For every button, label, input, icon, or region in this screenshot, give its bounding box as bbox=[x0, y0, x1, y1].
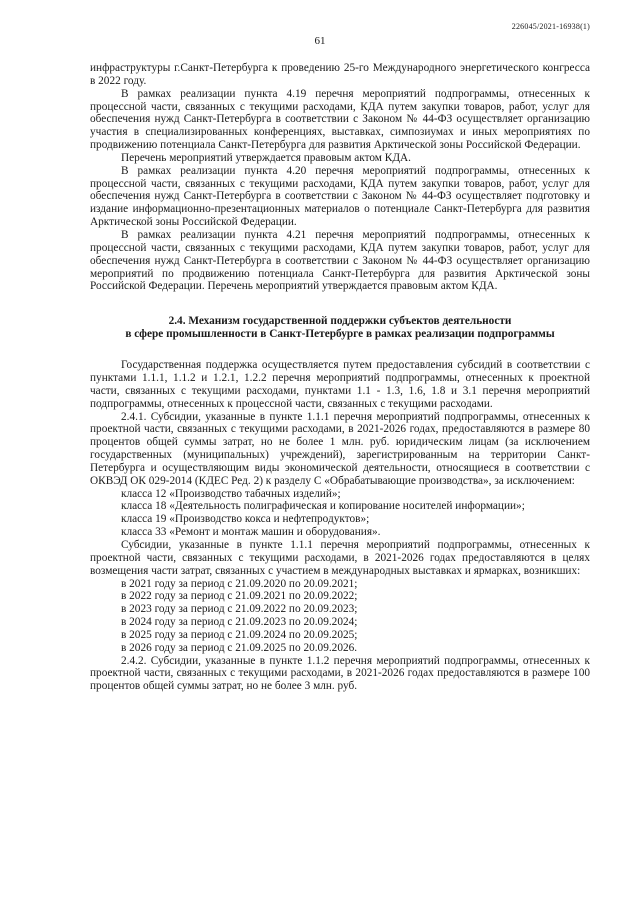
paragraph: инфраструктуры г.Санкт-Петербурга к проведению 25-го Международного энергетического конгресса в 2022 году. bbox=[90, 62, 590, 87]
page-number: 61 bbox=[314, 35, 326, 47]
document-id: 226045/2021-16938(1) bbox=[511, 22, 590, 31]
section-heading-line: в сфере промышленности в Санкт-Петербурге в рамках реализации подпрограммы bbox=[125, 328, 555, 341]
paragraph: В рамках реализации пункта 4.20 перечня мероприятий подпрограммы, отнесенных к процессной части, связанных с текущими расходами, КДА путем закупки товаров, работ, услуг для обеспечения нужд Санкт-Петербурга в соответствии с Законом № 44-ФЗ осуществляет подготовку и издание информационно-презентационных материалов о потенциале Санкт-Петербурга для развития Арктической зоны Российской Федерации. bbox=[90, 164, 590, 229]
list-item: в 2026 году за период с 21.09.2025 по 20.09.2026. bbox=[121, 641, 358, 654]
document-body bbox=[90, 62, 590, 693]
section-heading-line: 2.4. Механизм государственной поддержки субъектов деятельности bbox=[168, 315, 512, 328]
paragraph: Государственная поддержка осуществляется путем предоставления субсидий в соответствии с пунктами 1.1.1, 1.1.2 и 1.2.1, 1.2.2 перечня мероприятий подпрограммы, отнесенных к проектной части, связанных с текущими расходами, пунктами 1.1 - 1.3, 1.6, 1.8 и 3.1 перечня мероприятий подпрограммы, отнесенных к процессной части, связанных с текущими расходами. bbox=[90, 359, 590, 410]
paragraph: 2.4.1. Субсидии, указанные в пункте 1.1.1 перечня мероприятий подпрограммы, отнесенных к проектной части, связанных с текущими расходами, в 2021-2026 годах, предоставляются в размере 80 процентов общей суммы затрат, но не более 1 млн. руб. юридическим лицам (за исключением государственных (муниципальных) учреждений), зарегистрированным на территории Санкт-Петербурга и осуществляющим виды экономической деятельности, относящиеся в соответствии с ОКВЭД ОК 029-2014 (КДЕС Ред. 2) к разделу С «Обрабатывающие производства», за исключением: bbox=[90, 410, 590, 487]
paragraph: В рамках реализации пункта 4.21 перечня мероприятий подпрограммы, отнесенных к процессной части, связанных с текущими расходами, КДА путем закупки товаров, работ, услуг для обеспечения нужд Санкт-Петербурга в соответствии с Законом № 44-ФЗ осуществляет организацию мероприятий по продвижению потенциала Санкт-Петербурга для развития Арктической зоны Российской Федерации. Перечень мероприятий утверждается правовым актом КДА. bbox=[90, 228, 590, 293]
list-item: класса 19 «Производство кокса и нефтепродуктов»; bbox=[121, 513, 370, 526]
list-item: в 2021 году за период с 21.09.2020 по 20.09.2021; bbox=[121, 577, 358, 590]
list-item: в 2023 году за период с 21.09.2022 по 20.09.2023; bbox=[121, 603, 358, 616]
paragraph: 2.4.2. Субсидии, указанные в пункте 1.1.2 перечня мероприятий подпрограммы, отнесенных к проектной части, связанных с текущими расходами, в 2021-2026 годах предоставляются в размере 100 процентов общей суммы затрат, но не более 3 млн. руб. bbox=[90, 654, 590, 693]
list-item: в 2025 году за период с 21.09.2024 по 20.09.2025; bbox=[121, 628, 358, 641]
paragraph: В рамках реализации пункта 4.19 перечня мероприятий подпрограммы, отнесенных к процессной части, связанных с текущими расходами, КДА путем закупки товаров, работ, услуг для обеспечения нужд Санкт-Петербурга в соответствии с Законом № 44-ФЗ осуществляет организацию участия в специализированных конференциях, выставках, симпозиумах и иных мероприятиях по продвижению потенциала Санкт-Петербурга для развития Арктической зоны Российской Федерации. bbox=[90, 87, 590, 152]
paragraph: Субсидии, указанные в пункте 1.1.1 перечня мероприятий подпрограммы, отнесенных к проектной части, связанных с текущими расходами, в 2021-2026 годах предоставляются в целях возмещения части затрат, связанных с участием в международных выставках и ярмарках, возникших: bbox=[90, 539, 590, 577]
list-item: класса 18 «Деятельность полиграфическая и копирование носителей информации»; bbox=[121, 500, 525, 513]
list-item: класса 12 «Производство табачных изделий»; bbox=[121, 487, 341, 500]
list-item: класса 33 «Ремонт и монтаж машин и оборудования». bbox=[121, 526, 381, 539]
section-heading bbox=[90, 315, 590, 341]
list-item: в 2022 году за период с 21.09.2021 по 20.09.2022; bbox=[121, 590, 358, 603]
paragraph: Перечень мероприятий утверждается правовым актом КДА. bbox=[121, 151, 412, 164]
list-item: в 2024 году за период с 21.09.2023 по 20.09.2024; bbox=[121, 616, 358, 629]
